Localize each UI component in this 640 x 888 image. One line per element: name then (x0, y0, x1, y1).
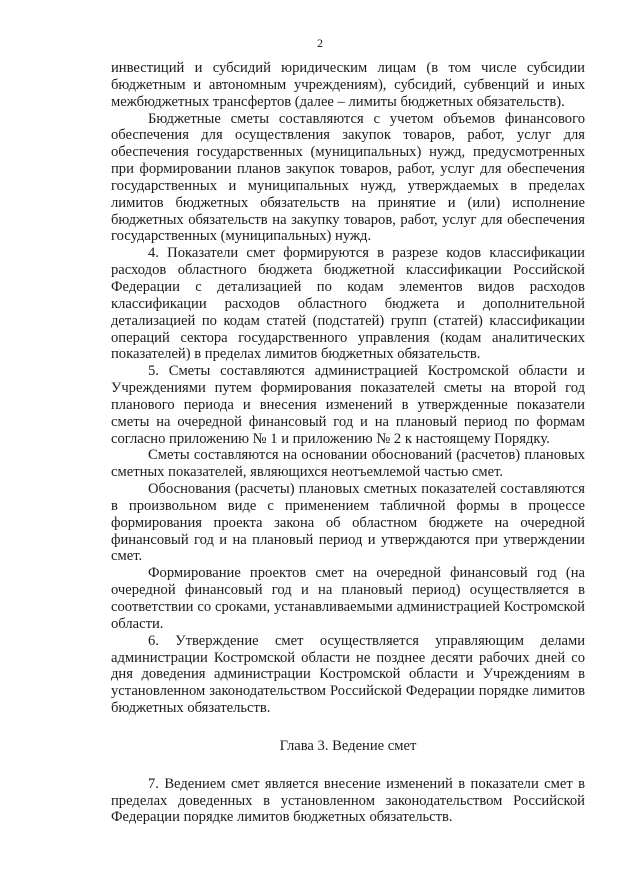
paragraph-justifications: Сметы составляются на основании обоснований (расчетов) плановых сметных показателей, являющихся неотъемлемой частью смет. (111, 447, 585, 481)
paragraph-continuation: инвестиций и субсидий юридическим лицам (в том числе субсидии бюджетным и автономным учреждениям), субсидий, субвенций и иных межбюджетных трансфертов (далее – лимиты бюджетных обязательств). (111, 60, 585, 110)
paragraph-calculations: Обоснования (расчеты) плановых сметных показателей составляются в произвольном виде с применением табличной формы в процессе формирования проекта закона об областном бюджете на очередной финансовый год и на плановый период и утверждаются при утверждении смет. (111, 481, 585, 565)
document-body (111, 60, 585, 826)
paragraph-drafting: Формирование проектов смет на очередной финансовый год (на очередной финансовый год и на плановый период) осуществляется в соответствии со сроками, устанавливаемыми администрацией Костромской области. (111, 565, 585, 632)
chapter-heading: Глава 3. Ведение смет (279, 737, 417, 754)
paragraph-item-7: 7. Ведением смет является внесение изменений в показатели смет в пределах доведенных в установленном законодательством Российской Федерации порядке лимитов бюджетных обязательств. (111, 775, 585, 826)
paragraph-item-6: 6. Утверждение смет осуществляется управляющим делами администрации Костромской области не позднее десяти рабочих дней со дня доведения администрации Костромской области и Учреждениям в установленном законодательством Российской Федерации порядке лимитов бюджетных обязательств. (111, 632, 585, 717)
paragraph-item-4: 4. Показатели смет формируются в разрезе кодов классификации расходов областного бюджета бюджетной классификации Российской Федерации с детализацией по кодам элементов видов расходов классификации расходов областного бюджета и дополнительной детализацией по кодам статей (подстатей) групп (статей) классификации операций сектора государственного управления (кодам аналитических показателей) в пределах лимитов бюджетных обязательств. (111, 245, 585, 363)
page-number: 2 (317, 36, 323, 50)
paragraph-item-5: 5. Сметы составляются администрацией Костромской области и Учреждениями путем формирования показателей сметы на второй год планового периода и внесения изменений в утвержденные показатели сметы на очередной финансовый год и на плановый период по формам согласно приложению № 1 и приложению № 2 к настоящему Порядку. (111, 363, 585, 447)
paragraph-budget-estimates: Бюджетные сметы составляются с учетом объемов финансового обеспечения для осуществления закупок товаров, работ, услуг для обеспечения государственных (муниципальных) нужд, предусмотренных при формировании планов закупок товаров, работ, услуг для обеспечения государственных и муниципальных нужд, утверждаемых в пределах лимитов бюджетных обязательств на принятие и (или) исполнение бюджетных обязательств на закупку товаров, работ, услуг для обеспечения государственных (муниципальных) нужд. (111, 110, 585, 245)
